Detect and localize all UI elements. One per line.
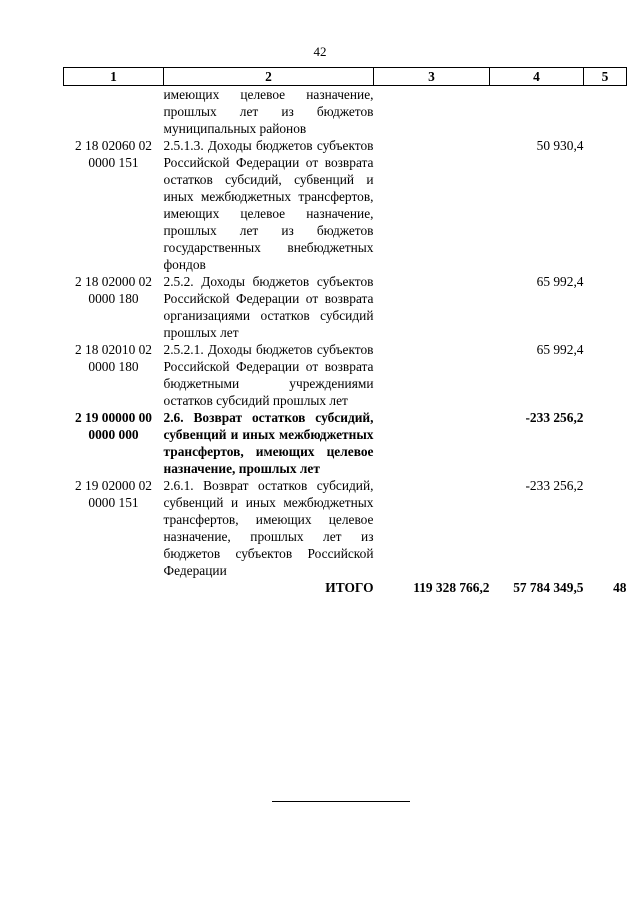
total-value-col4: 57 784 349,5 xyxy=(513,580,584,595)
row-value-col5 xyxy=(584,86,627,138)
total-value-col5: 48 xyxy=(613,580,627,595)
column-header-2: 2 xyxy=(164,68,374,86)
budget-table xyxy=(63,67,627,596)
total-value-col3: 119 328 766,2 xyxy=(413,580,490,595)
table-row xyxy=(64,477,627,579)
row-description: 2.5.2. Доходы бюджетов субъектов Российской Федерации от возврата организациями остатков субсидий прошлых лет xyxy=(163,274,374,340)
row-code: 2 18 02000 02 0000 180 xyxy=(75,274,152,306)
row-value-col5 xyxy=(584,137,627,273)
total-code xyxy=(64,579,164,596)
row-value-col4: 65 992,4 xyxy=(536,342,584,357)
row-code: 2 19 02000 02 0000 151 xyxy=(75,478,152,510)
row-value-col3 xyxy=(374,137,490,273)
table-row xyxy=(64,86,627,138)
end-of-table-rule xyxy=(272,801,410,802)
row-value-col5 xyxy=(584,341,627,409)
column-header-5: 5 xyxy=(584,68,627,86)
row-value-col4: -233 256,2 xyxy=(525,410,584,425)
row-value-col5 xyxy=(584,477,627,579)
row-value-col3 xyxy=(374,273,490,341)
row-value-col3 xyxy=(374,409,490,477)
column-header-4: 4 xyxy=(490,68,584,86)
row-value-col4: -233 256,2 xyxy=(525,478,584,493)
row-value-col3 xyxy=(374,86,490,138)
table-row xyxy=(64,409,627,477)
column-header-1: 1 xyxy=(64,68,164,86)
row-value-col5 xyxy=(584,409,627,477)
row-value-col4: 65 992,4 xyxy=(536,274,584,289)
row-value-col4 xyxy=(490,86,584,138)
page-number: 42 xyxy=(313,44,327,59)
row-value-col3 xyxy=(374,341,490,409)
table-row xyxy=(64,137,627,273)
row-code: 2 18 02010 02 0000 180 xyxy=(75,342,152,374)
column-header-3: 3 xyxy=(374,68,490,86)
row-description: 2.5.1.3. Доходы бюджетов субъектов Российской Федерации от возврата остатков субсидий, субвенций и иных межбюджетных трансфертов, имеющих целевое назначение, прошлых лет из бюджетов государственных внебюджетных фондов xyxy=(163,138,374,272)
row-description: 2.6.1. Возврат остатков субсидий, субвенций и иных межбюджетных трансфертов, имеющих целевое назначение, прошлых лет из бюджетов субъектов Российской Федерации xyxy=(163,478,374,578)
table-header-row xyxy=(64,68,627,86)
row-value-col4: 50 930,4 xyxy=(536,138,584,153)
table-row xyxy=(64,273,627,341)
row-value-col5 xyxy=(584,273,627,341)
total-label: ИТОГО xyxy=(325,580,374,595)
row-description: имеющих целевое назначение, прошлых лет из бюджетов муниципальных районов xyxy=(163,87,374,136)
row-description: 2.6. Возврат остатков субсидий, субвенций и иных межбюджетных трансфертов, имеющих целевое назначение, прошлых лет xyxy=(163,410,374,476)
row-code: 2 18 02060 02 0000 151 xyxy=(75,138,152,170)
total-row xyxy=(64,579,627,596)
row-value-col3 xyxy=(374,477,490,579)
row-description: 2.5.2.1. Доходы бюджетов субъектов Российской Федерации от возврата бюджетными учреждениями остатков субсидий прошлых лет xyxy=(163,342,374,408)
row-code xyxy=(64,86,164,138)
table-row xyxy=(64,341,627,409)
row-code: 2 19 00000 00 0000 000 xyxy=(75,410,152,442)
